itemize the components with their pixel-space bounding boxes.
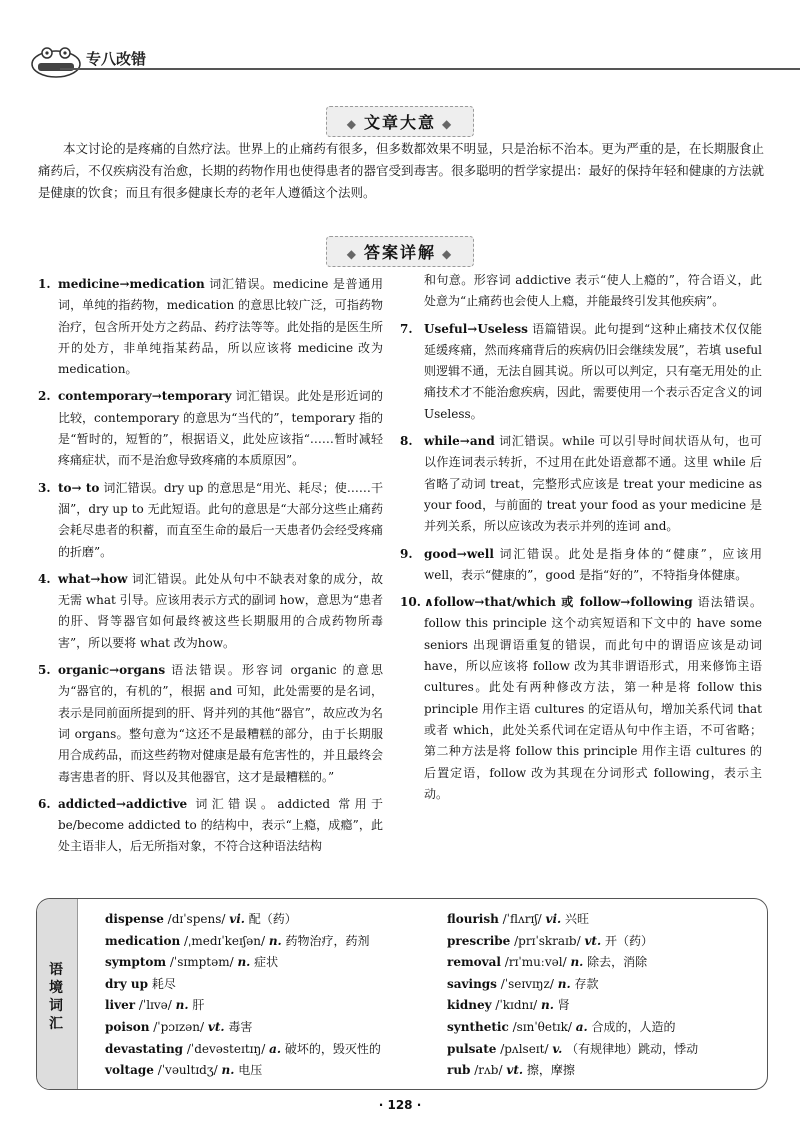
vocab-entry: synthetic /sɪnˈθetɪk/ a. 合成的，人造的 — [447, 1019, 676, 1034]
correction: organic→organs — [58, 663, 166, 678]
page-number: · 128 · — [378, 1098, 422, 1112]
item-number: 9. — [400, 546, 413, 561]
answer-item — [400, 319, 762, 425]
explanation: 词汇错误。addicted 常用于 be/become addicted to 的结构中，表示“上瘾，成瘾”，此处主语非人，后无所指对象，不符合这种语法结构 — [58, 796, 383, 854]
vocabulary-label — [37, 899, 78, 1089]
book-logo-icon — [30, 44, 82, 78]
vocab-entry: voltage /ˈvəultɪdʒ/ n. 电压 — [105, 1063, 263, 1078]
answer-item — [38, 569, 383, 654]
item-number: 8. — [400, 434, 413, 449]
correction: ∧follow→that/which 或 follow→following — [424, 595, 693, 610]
explanation: 词汇错误。此处从句中不缺表对象的成分，故无需 what 引导。应该用表示方式的副词 how，意思为“患者的肝、肾等器官如何最终被这些长期服用的合成药物所毒害”，所以要将 what 改为how。 — [58, 571, 383, 650]
vocab-entry: flourish /ˈflʌrɪʃ/ vi. 兴旺 — [447, 912, 590, 926]
explanation: 词汇错误。此处是形近词的比较，contemporary 的意思为“当代的”，temporary 指的是“暂时的，短暂的”，根据语义，此处应该指“……暂时减轻疼痛症状，而不是治愈导致疼痛的本质原因”。 — [58, 389, 383, 468]
item-number: 6. — [38, 796, 51, 811]
summary-heading: 文章大意 — [363, 113, 436, 132]
correction: while→and — [424, 434, 495, 449]
vocab-entry: removal /rɪˈmuːvəl/ n. 除去，消除 — [447, 955, 648, 970]
explanation: 词汇错误。此处是指身体的“健康”，应该用 well，表示“健康的”，good 是指“好的”，不特指身体健康。 — [424, 546, 762, 582]
answer-item — [38, 274, 383, 380]
vocab-entry: dry up 耗尽 — [105, 976, 176, 991]
answer-item — [38, 386, 383, 471]
vocab-entry: dispense /dɪˈspens/ vi. 配（药） — [105, 912, 297, 926]
vocab-entry: liver /ˈlɪvə/ n. 肝 — [105, 998, 205, 1013]
item-number: 5. — [38, 663, 51, 678]
explanation: 语法错误。follow this principle 这个动宾短语和下文中的 have some seniors 出现谓语重复的错误，而此句中的谓语应该是动词 have，所以应该将 follow 改为其非谓语形式，用来修饰主语 cultures。此处有两种修改方法，第一种是将 follow this principle 用作主语 cultures 的定语从句，增加关系代词 that 或者 which，此处关系代词在定语从句中作主语，不可省略；第二种方法是将 follow this principle 用作主语 cultures 的后置定语，follow 改为其现在分词形式 following，表示主动。 — [424, 595, 762, 801]
answers-banner — [0, 236, 800, 267]
vocabulary-right-column — [447, 909, 757, 1082]
correction: addicted→addictive — [58, 796, 188, 811]
answers-right-column — [400, 270, 762, 811]
summary-section — [38, 138, 764, 204]
vocab-entry: rub /rʌb/ vt. 擦，摩擦 — [447, 1063, 575, 1078]
item-number: 4. — [38, 571, 51, 586]
explanation: 词汇错误。dry up 的意思是“用光、耗尽；使……干涸”，dry up to 无此短语。此句的意思是“大部分这些止痛药会耗尽患者的积蓄，而直至生命的最后一天患者仍会经受疼痛的折磨”。 — [58, 480, 384, 559]
answers-heading: 答案详解 — [363, 243, 436, 262]
vocab-entry: savings /ˈseɪvɪŋz/ n. 存款 — [447, 976, 599, 991]
item-number: 2. — [38, 389, 51, 404]
answers-left-column — [38, 274, 383, 864]
correction: good→well — [424, 546, 494, 561]
header-title: 专八改错 — [86, 50, 147, 68]
vocab-entry: medication /ˌmedɪˈkeɪʃən/ n. 药物治疗，药剂 — [105, 933, 370, 948]
diamond-icon: ◆ — [346, 117, 358, 131]
header-divider — [60, 68, 800, 70]
diamond-icon: ◆ — [346, 247, 358, 261]
vocab-entry: kidney /ˈkɪdnɪ/ n. 肾 — [447, 998, 570, 1013]
correction: contemporary→temporary — [58, 389, 232, 404]
vocab-entry: prescribe /prɪˈskraɪb/ vt. 开（药） — [447, 933, 653, 948]
vocab-entry: poison /ˈpɔɪzən/ vt. 毒害 — [105, 1019, 253, 1034]
vocab-entry: devastating /ˈdevəsteɪtɪŋ/ a. 破坏的，毁灭性的 — [105, 1041, 381, 1056]
answer-item — [400, 544, 762, 587]
item-number: 3. — [38, 480, 51, 495]
answer-item — [38, 660, 383, 788]
item-number: 1. — [38, 277, 51, 291]
page-header — [30, 38, 770, 78]
correction: medicine→medication — [58, 277, 205, 291]
item-number: 7. — [400, 321, 413, 336]
answer-continuation: 和句意。形容词 addictive 表示“使人上瘾的”，符合语义，此处意为“止痛药也会使人上瘾，并能最终引发其他疾病”。 — [424, 273, 762, 309]
answer-item — [400, 592, 762, 805]
diamond-icon: ◆ — [442, 247, 454, 261]
answer-item — [400, 431, 762, 537]
vocabulary-box — [36, 898, 768, 1090]
vocab-entry: symptom /ˈsɪmptəm/ n. 症状 — [105, 955, 279, 970]
vocabulary-label-text: 语境词汇 — [49, 962, 63, 1032]
correction: Useful→Useless — [424, 321, 528, 336]
vocabulary-left-column — [105, 909, 435, 1082]
explanation: 语法错误。形容词 organic 的意思为“器官的，有机的”，根据 and 可知，此处需要的是名词，表示是同前面所提到的肝、肾并列的其他“器官”，故应改为名词 organs。整句意为“这还不是最糟糕的部分，由于长期服用合成药品，而这些药物对健康是最有危害性的，并且最终会毒害患者的肝、肾以及其他器官，这才是最糟糕的。” — [58, 663, 383, 784]
summary-banner — [0, 106, 800, 137]
correction: what→how — [58, 571, 128, 586]
vocab-entry: pulsate /pʌlseɪt/ v. （有规律地）跳动，悸动 — [447, 1041, 699, 1056]
answer-item — [38, 478, 383, 563]
correction: to→ to — [58, 480, 100, 495]
explanation: 词汇错误。while 可以引导时间状语从句，也可以作连词表示转折，不过用在此处语意都不通。这里 while 后省略了动词 treat，完整形式应该是 treat your medicine as your food，与前面的 treat your food as your medicine 是并列关系，所以应该改为表示并列的连词 and。 — [424, 434, 762, 534]
explanation: 词汇错误。medicine 是普通用词，单纯的指药物，medication 的意思比较广泛，可指药物治疗，包含所开处方之药品、药疗法等等。此处指的是医生所开的处方，非单纯指某药品，所以应该将 medicine 改为 medication。 — [58, 277, 383, 377]
item-number: 10. — [400, 595, 421, 610]
explanation: 语篇错误。此句提到“这种止痛技术仅仅能延缓疼痛，然而疼痛背后的疾病仍旧会继续发展”，若填 useful 则逻辑不通，无法自圆其说。所以可以判定，只有毫无用处的止痛技术才不能治愈疾病，因此，需要使用一个表示否定含义的词 Useless。 — [424, 321, 762, 421]
diamond-icon: ◆ — [442, 117, 454, 131]
answer-item — [38, 794, 383, 858]
summary-paragraph: 本文讨论的是疼痛的自然疗法。世界上的止痛药有很多，但多数都效果不明显，只是治标不治本。更为严重的是，在长期服食止痛药后，不仅疾病没有治愈，长期的药物作用也使得患者的器官受到毒害。很多聪明的哲学家提出：最好的保持年轻和健康的方法就是健康的饮食；而且有很多健康长寿的老年人遵循这个法则。 — [38, 141, 764, 200]
